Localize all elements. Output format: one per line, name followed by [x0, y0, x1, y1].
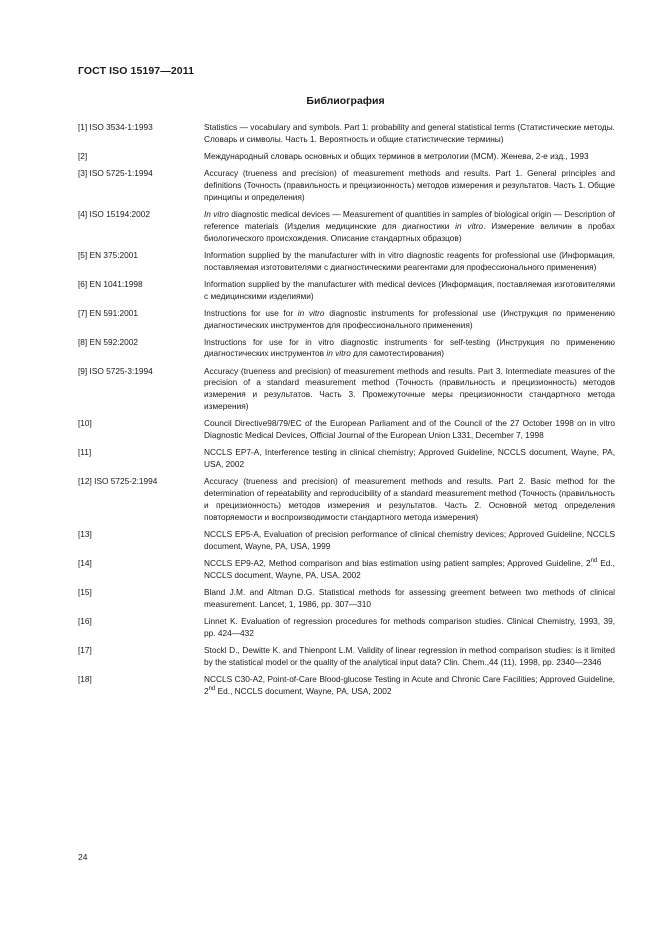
entry-text-part: Accuracy (trueness and precision) of measurement methods and results. Part 2. Basic method for the determination of repeatability and reproducibility of a standard measurement method (Точность (правильность и прецизионность) методов измерения и результатов. Часть 2. Основной метод определения повторяемости и воспроизводимости стандартного метода измерения)	[204, 476, 615, 522]
entry-text	[204, 337, 615, 361]
entry-text-part: Instructions for use for in vitro diagnostic instruments for self-testing (Инструкция по применению диагностических инструментов	[204, 336, 615, 359]
bibliography-entry	[78, 151, 615, 163]
entry-text	[204, 476, 615, 523]
bibliography-entry	[78, 122, 615, 146]
bibliography-entry	[78, 366, 615, 413]
entry-text-part: для самотестирования)	[350, 348, 445, 359]
bibliography-entry	[78, 168, 615, 203]
entry-text-part: diagnostic medical devices — Measurement of quantities in samples of biological origin — Description of reference materials (Изделия медицинские для диагностики	[204, 208, 615, 231]
entry-text-part: Accuracy (trueness and precision) of measurement methods and results. Part 3. Intermediate measures of the precision of a standard measurement method (Точность (правильность и прецизионность) методов измерения и результатов. Часть 3. Промежуточные меры прецизионности стандартного метода измерения)	[204, 365, 615, 412]
bibliography-entry	[78, 308, 615, 332]
bibliography-entry	[78, 279, 615, 303]
entry-text-part: NCCLS C30-A2, Point-of-Care Blood-glucose Testing in Acute and Chronic Care Facilities; Approved Guideline, 2	[204, 673, 615, 696]
bibliography-entry	[78, 587, 615, 611]
entry-text-part: in vitro	[326, 348, 351, 359]
page-number: 24	[78, 852, 88, 862]
document-id: ГОСТ ISO 15197—2011	[78, 65, 195, 77]
entry-text-part: In vitro	[204, 208, 229, 219]
entry-reference: [3] ISO 5725-1:1994	[78, 168, 153, 179]
entry-text-part: nd	[208, 685, 216, 692]
entry-text	[204, 587, 615, 611]
page-title: Библиография	[306, 95, 385, 107]
entry-text-part: Международный словарь основных и общих терминов в метрологии (МСМ). Женева, 2-е изд., 1993	[204, 150, 589, 161]
entry-text-part: Ed., NCCLS document, Wayne, PA, USA, 2002	[204, 557, 615, 580]
entry-text-part: NCCLS EP5-A, Evaluation of precision performance of clinical chemistry devices; Approved Guideline, NCCLS document, Wayne, PA, USA, 1999	[204, 528, 615, 551]
entry-text	[204, 616, 615, 640]
entry-reference: [17]	[78, 644, 92, 655]
entry-text-part: Statistics — vocabulary and symbols. Part 1: probability and general statistical terms (Статистические методы. Словарь и символы. Часть 1. Вероятность и общие статистические термины)	[204, 122, 615, 144]
bibliography-entry	[78, 558, 615, 582]
entry-text-part: . Измерение величин в пробах биологического происхождения. Описание стандартных образцов)	[204, 220, 616, 243]
entry-text	[204, 418, 615, 442]
entry-text	[204, 529, 615, 553]
entry-text	[204, 209, 615, 244]
bibliography-entry	[78, 476, 615, 523]
entry-text-part: NCCLS EP7-A, Interference testing in clinical chemistry; Approved Guideline, NCCLS document, Wayne, PA, USA, 2002	[204, 447, 615, 470]
entry-text-part: Bland J.M. and Altman D.G. Statistical methods for assessing greement between two methods of clinical measurement. Lancet, 1, 1986, pp. 307—310	[204, 586, 615, 609]
entry-reference: [12] ISO 5725-2:1994	[78, 476, 158, 487]
entry-reference: [8] EN 592:2002	[78, 336, 138, 347]
entry-reference: [6] EN 1041:1998	[78, 278, 143, 289]
entry-reference: [15]	[78, 586, 92, 597]
entry-reference: [11]	[78, 447, 92, 458]
entry-reference: [13]	[78, 528, 92, 539]
entry-text	[204, 151, 615, 163]
entry-text-part: Linnet K. Evaluation of regression procedures for methods comparison studies. Clinical Chemistry, 1993, 39, pp. 424—432	[204, 615, 615, 638]
entry-text	[204, 279, 615, 303]
bibliography-entry	[78, 418, 615, 442]
bibliography-entry	[78, 645, 615, 669]
entry-reference: [9] ISO 5725-3:1994	[78, 365, 153, 376]
bibliography-entry	[78, 529, 615, 553]
entry-text-part: Information supplied by the manufacturer with in vitro diagnostic reagents for professional use (Информация, поставляемая изготовителями с диагностическими реагентами для профессионального применения)	[204, 249, 615, 272]
entry-text-part: Ed., NCCLS document, Wayne, PA, USA, 2002	[215, 685, 392, 696]
entry-text	[204, 645, 615, 669]
entry-reference: [4] ISO 15194:2002	[78, 208, 150, 219]
entry-text	[204, 122, 615, 146]
entry-reference: [16]	[78, 615, 92, 626]
entry-reference: [18]	[78, 673, 92, 684]
entry-text	[204, 447, 615, 471]
entry-text-part: nd	[590, 558, 598, 565]
bibliography-entry	[78, 337, 615, 361]
entry-text-part: Instructions for use for	[204, 307, 298, 318]
entry-reference: [14]	[78, 557, 92, 568]
entry-text	[204, 674, 615, 698]
entry-text	[204, 366, 615, 413]
entry-text	[204, 308, 615, 332]
entry-reference: [7] EN 591:2001	[78, 307, 138, 318]
entry-text	[204, 168, 615, 203]
entry-text-part: diagnostic instruments for professional use (Инструкция по применению диагностических инструментов для профессионального применения)	[204, 307, 615, 330]
entry-reference: [1] ISO 3534-1:1993	[78, 122, 153, 132]
entry-reference: [2]	[78, 150, 88, 161]
entry-text-part: Stockl D., Dewitte K. and Thienpont L.M. Validity of linear regression in method comparison studies: is it limited by the statistical model or the quality of the analytical input data? Clin. Chem.,44 (11), 1998, pp. 2340—2346	[204, 644, 615, 667]
entry-text-part: Information supplied by the manufacturer with medical devices (Информация, поставляемая изготовителями с медицинскими изделиями)	[204, 278, 615, 301]
entry-reference: [5] EN 375:2001	[78, 249, 138, 260]
entry-text	[204, 558, 615, 582]
bibliography-entry	[78, 674, 615, 698]
bibliography-list	[78, 122, 615, 703]
entry-text-part: Accuracy (trueness and precision) of measurement methods and results. Part 1. General principles and definitions (Точность (правильность и прецизионность) методов измерения и результатов. Часть 1. Общие принципы и определения)	[204, 168, 615, 202]
entry-reference: [10]	[78, 418, 92, 429]
bibliography-entry	[78, 447, 615, 471]
bibliography-entry	[78, 250, 615, 274]
entry-text-part: in vitro	[455, 220, 484, 231]
entry-text-part: NCCLS EP9-A2, Method comparison and bias estimation using patient samples; Approved Guideline, 2	[204, 557, 591, 568]
entry-text-part: Council Directive98/79/EC of the European Parliament and of the Council of the 27 October 1998 on in vitro Diagnostic Medical Devices, Official Journal of the European Union L331, December 7, 1998	[204, 418, 615, 441]
entry-text-part: in vitro	[297, 307, 325, 318]
entry-text	[204, 250, 615, 274]
bibliography-entry	[78, 616, 615, 640]
bibliography-entry	[78, 209, 615, 244]
